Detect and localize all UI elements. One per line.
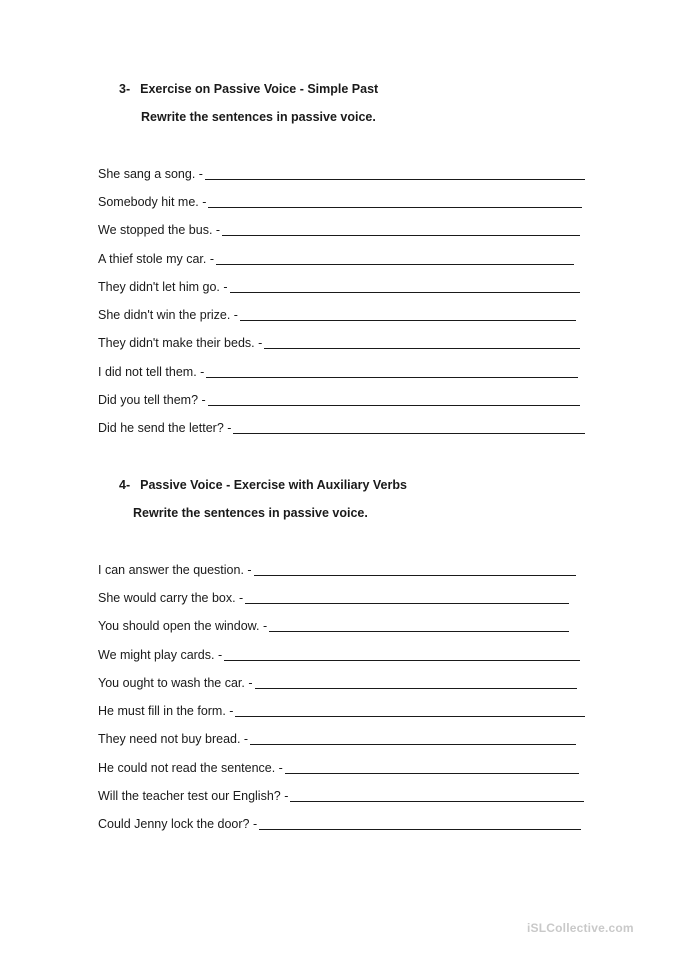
sentence-prompt: Did he send the letter? - <box>98 421 232 435</box>
sentence-prompt: They didn't let him go. - <box>98 280 228 294</box>
exercise-row <box>98 788 584 804</box>
sentence-prompt: I did not tell them. - <box>98 365 205 379</box>
exercise-row <box>98 618 569 634</box>
answer-field[interactable] <box>250 732 576 745</box>
answer-field[interactable] <box>233 421 585 434</box>
answer-field[interactable] <box>222 223 580 236</box>
exercise-row <box>98 166 585 182</box>
answer-field[interactable] <box>259 817 581 830</box>
answer-field[interactable] <box>208 195 582 208</box>
exercise-row <box>98 194 582 210</box>
exercise-row <box>98 222 580 238</box>
section-3-title: Exercise on Passive Voice - Simple Past <box>140 82 379 96</box>
exercise-row <box>98 392 580 408</box>
answer-field[interactable] <box>208 393 580 406</box>
answer-field[interactable] <box>216 252 574 265</box>
exercise-row <box>98 590 569 606</box>
section-3-heading <box>119 82 378 96</box>
sentence-prompt: She didn't win the prize. - <box>98 308 238 322</box>
exercise-row <box>98 647 580 663</box>
exercise-row <box>98 251 574 267</box>
answer-field[interactable] <box>290 789 584 802</box>
section-3-number: 3- <box>119 82 131 96</box>
answer-field[interactable] <box>205 167 585 180</box>
answer-field[interactable] <box>254 563 576 576</box>
section-4-title: Passive Voice - Exercise with Auxiliary Verbs <box>140 478 407 492</box>
section-3-instruction: Rewrite the sentences in passive voice. <box>141 110 376 124</box>
watermark-logo: iSLCollective.com <box>527 921 634 935</box>
answer-field[interactable] <box>224 648 580 661</box>
exercise-row <box>98 364 578 380</box>
sentence-prompt: You should open the window. - <box>98 619 268 633</box>
answer-field[interactable] <box>255 676 577 689</box>
sentence-prompt: They didn't make their beds. - <box>98 336 263 350</box>
exercise-row <box>98 307 576 323</box>
exercise-row <box>98 279 580 295</box>
sentence-prompt: He must fill in the form. - <box>98 704 234 718</box>
sentence-prompt: She sang a song. - <box>98 167 203 181</box>
section-4-heading <box>119 478 407 492</box>
answer-field[interactable] <box>245 591 569 604</box>
answer-field[interactable] <box>206 365 578 378</box>
section-4-instruction: Rewrite the sentences in passive voice. <box>133 506 368 520</box>
answer-field[interactable] <box>264 336 580 349</box>
sentence-prompt: They need not buy bread. - <box>98 732 249 746</box>
answer-field[interactable] <box>235 704 585 717</box>
sentence-prompt: He could not read the sentence. - <box>98 761 283 775</box>
sentence-prompt: I can answer the question. - <box>98 563 252 577</box>
answer-field[interactable] <box>230 280 580 293</box>
sentence-prompt: A thief stole my car. - <box>98 252 215 266</box>
exercise-row <box>98 731 576 747</box>
sentence-prompt: We might play cards. - <box>98 648 223 662</box>
answer-field[interactable] <box>240 308 576 321</box>
sentence-prompt: Will the teacher test our English? - <box>98 789 289 803</box>
section-4-number: 4- <box>119 478 131 492</box>
answer-field[interactable] <box>285 761 579 774</box>
sentence-prompt: Somebody hit me. - <box>98 195 207 209</box>
exercise-row <box>98 703 585 719</box>
sentence-prompt: We stopped the bus. - <box>98 223 221 237</box>
sentence-prompt: She would carry the box. - <box>98 591 244 605</box>
exercise-row <box>98 562 576 578</box>
exercise-row <box>98 816 581 832</box>
exercise-row <box>98 760 579 776</box>
answer-field[interactable] <box>269 619 569 632</box>
exercise-row <box>98 420 585 436</box>
sentence-prompt: Could Jenny lock the door? - <box>98 817 258 831</box>
sentence-prompt: Did you tell them? - <box>98 393 206 407</box>
exercise-row <box>98 335 580 351</box>
sentence-prompt: You ought to wash the car. - <box>98 676 253 690</box>
exercise-row <box>98 675 577 691</box>
